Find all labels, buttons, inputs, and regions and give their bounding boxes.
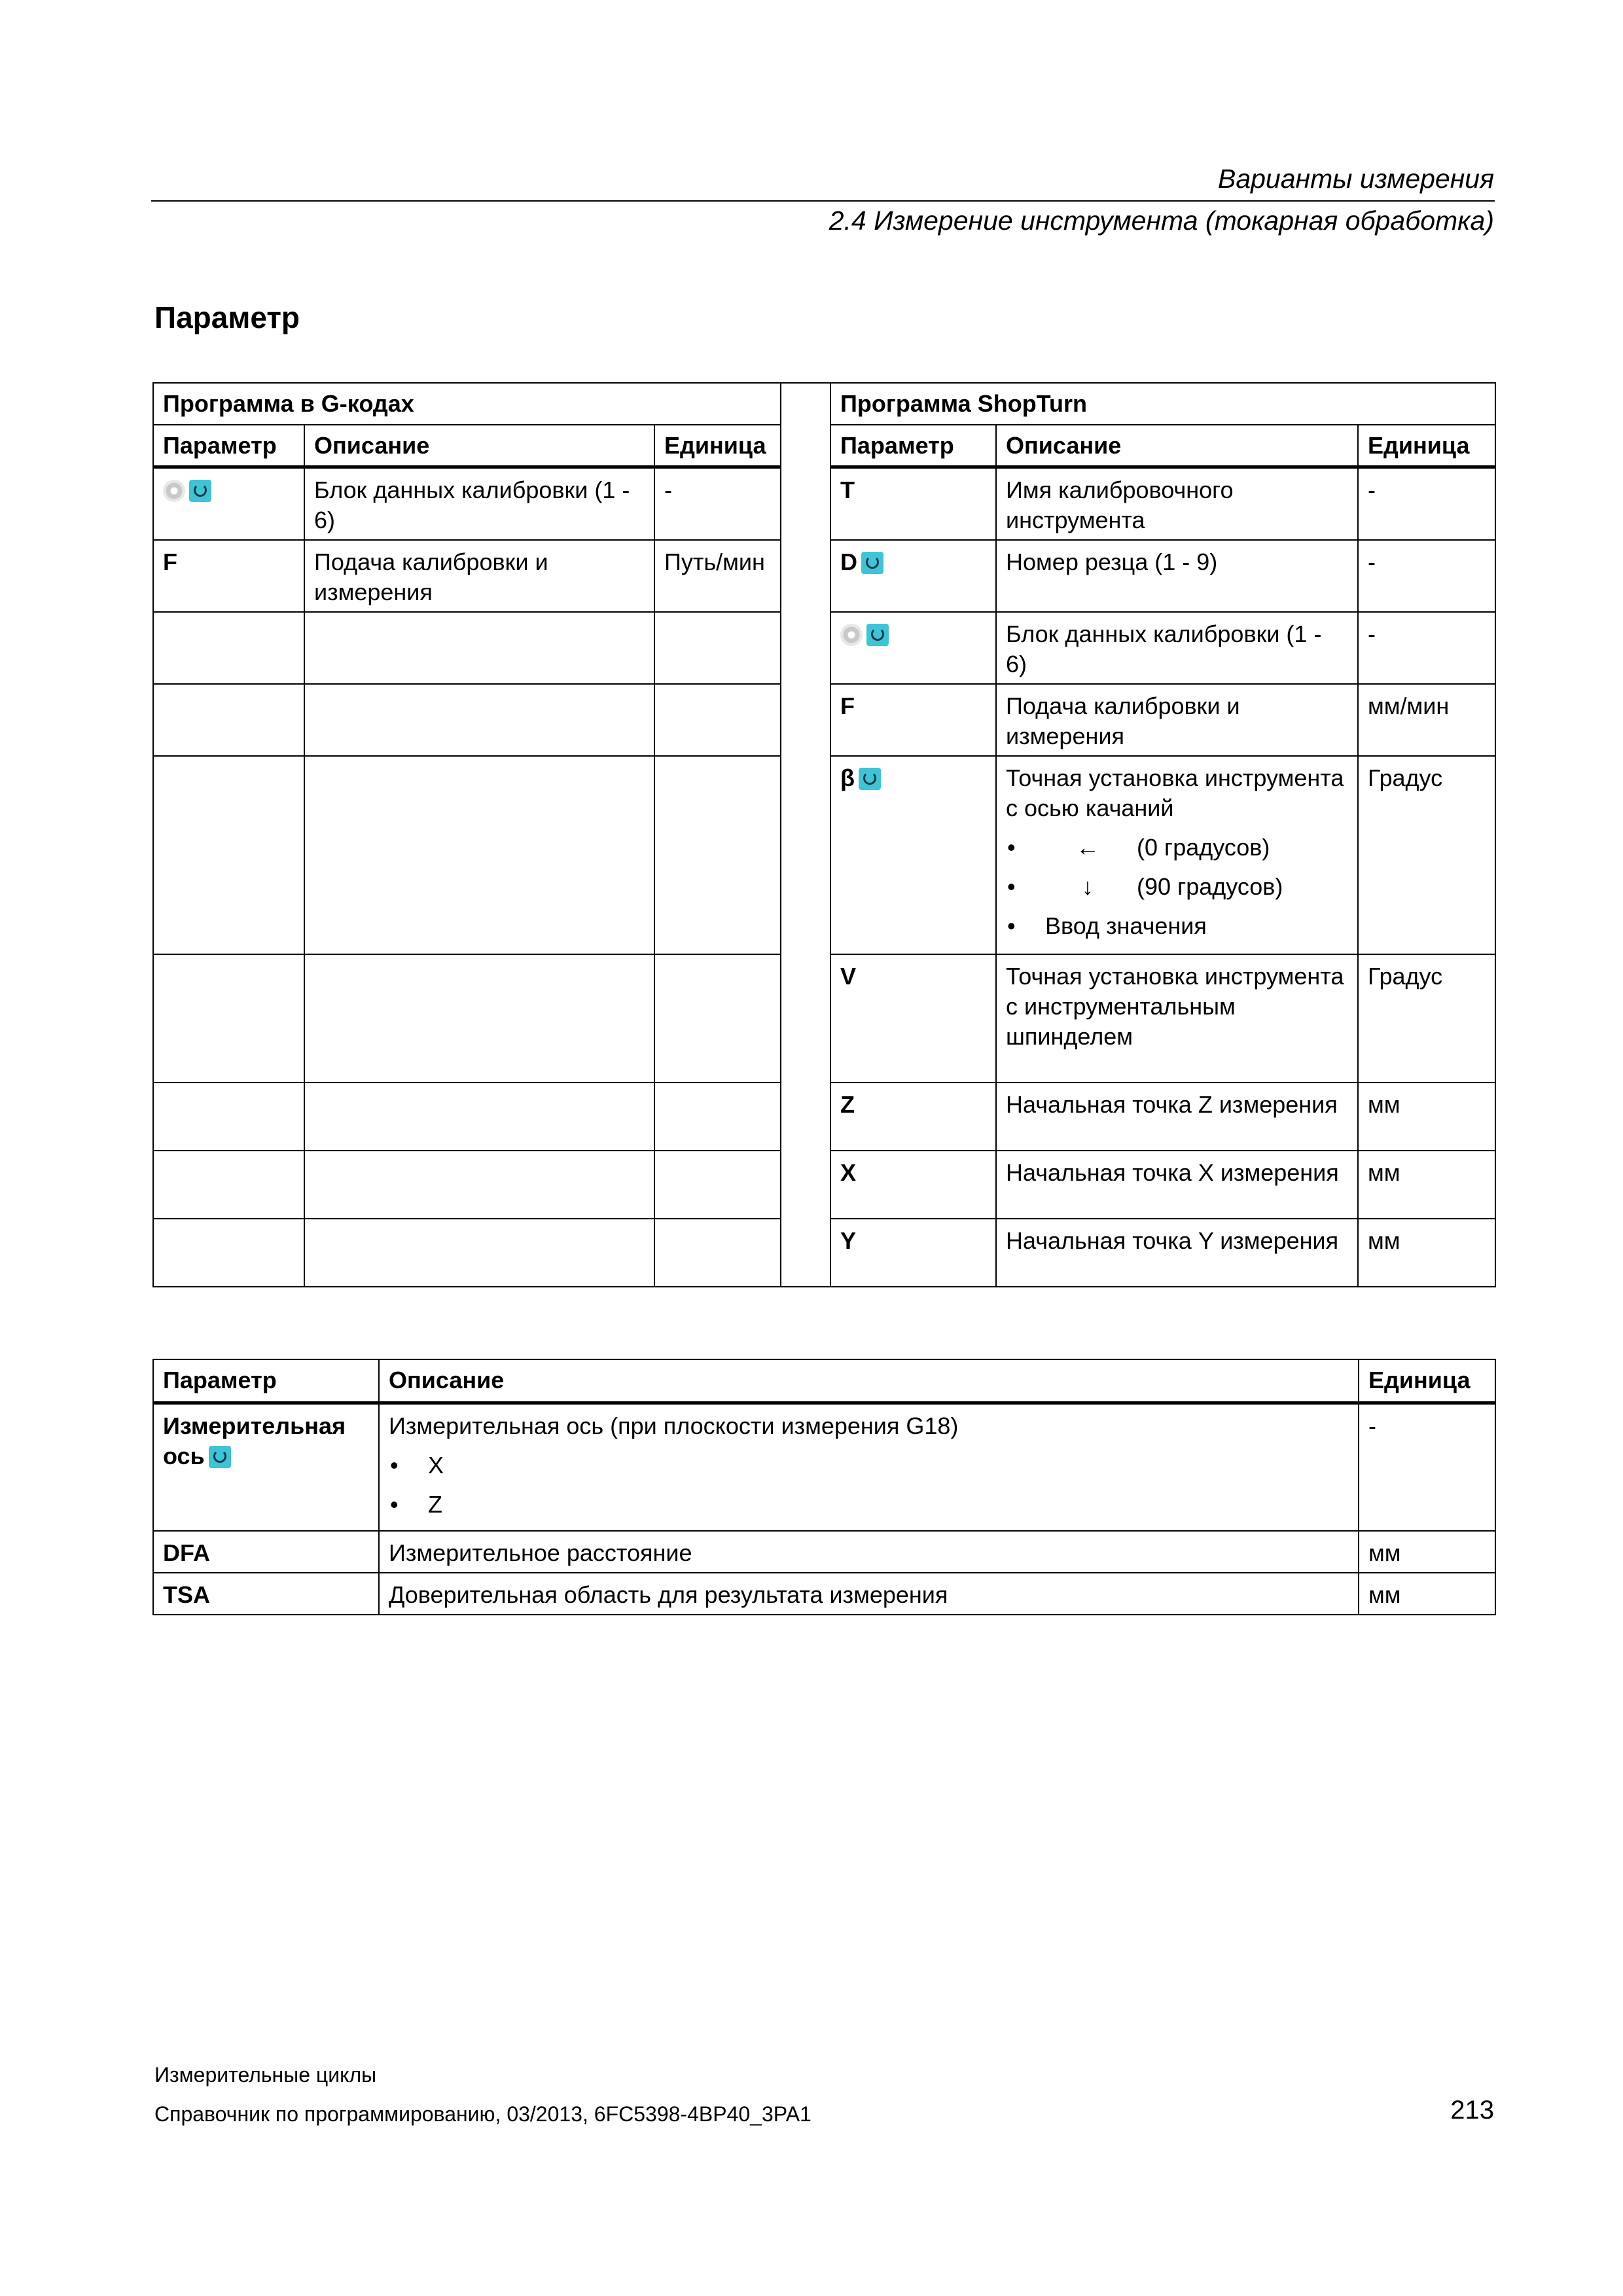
desc-cell: Начальная точка X измерения: [996, 1151, 1358, 1219]
empty-cell: [153, 684, 304, 756]
header-rule: [151, 200, 1495, 202]
desc-cell: [379, 1403, 1359, 1531]
col-unit: Единица: [1359, 1359, 1495, 1403]
empty-cell: [654, 1083, 781, 1151]
empty-cell: [153, 612, 304, 684]
param-cell: F: [830, 684, 996, 756]
empty-cell: [654, 612, 781, 684]
unit-cell: мм: [1359, 1531, 1495, 1573]
empty-cell: [153, 1083, 304, 1151]
unit-cell: мм: [1358, 1151, 1495, 1219]
toggle-icon: [209, 1446, 231, 1468]
empty-cell: [654, 1151, 781, 1219]
column-header-row: [153, 1359, 1495, 1403]
desc-cell: Доверительная область для результата измерения: [379, 1573, 1359, 1615]
gcode-program-header: Программа в G-кодах: [153, 383, 781, 425]
desc-cell: Начальная точка Z измерения: [996, 1083, 1358, 1151]
desc-cell: Подача калибровки и измерения: [304, 540, 654, 612]
parameter-table-axis: [152, 1359, 1496, 1615]
option-text: (0 градусов): [1137, 833, 1270, 861]
footer-manual-info: Справочник по программированию, 03/2013, 6FC5398-4BP40_3PA1: [154, 2102, 812, 2126]
list-item: [1006, 872, 1348, 902]
unit-cell: -: [1358, 540, 1495, 612]
unit-cell: -: [1359, 1403, 1495, 1531]
toggle-icon: [861, 552, 883, 574]
running-header-section: 2.4 Измерение инструмента (токарная обработка): [829, 206, 1494, 236]
param-label: Измерительная ось: [163, 1412, 346, 1469]
col-param: Параметр: [153, 1359, 379, 1403]
param-cell: [153, 1403, 379, 1531]
group-header-row: [153, 383, 1495, 425]
empty-cell: [304, 684, 654, 756]
param-cell: Y: [830, 1219, 996, 1287]
empty-cell: [304, 1083, 654, 1151]
toggle-icon: [859, 768, 881, 790]
section-title: Параметр: [154, 300, 300, 334]
desc-cell: Имя калибровочного инструмента: [996, 467, 1358, 540]
toggle-icon: [189, 480, 211, 502]
empty-cell: [304, 1219, 654, 1287]
empty-cell: [654, 954, 781, 1083]
unit-cell: мм: [1358, 1219, 1495, 1287]
page-number: 213: [1450, 2096, 1494, 2125]
param-cell: [830, 756, 996, 954]
shopturn-program-header: Программа ShopTurn: [830, 383, 1495, 425]
arrow-left-icon: ←: [1076, 833, 1100, 861]
empty-cell: [654, 756, 781, 954]
list-item: [1006, 833, 1348, 863]
option-list: [1006, 833, 1348, 941]
option-text: (90 градусов): [1137, 872, 1283, 900]
empty-cell: [153, 756, 304, 954]
empty-cell: [304, 954, 654, 1083]
desc-cell: Начальная точка Y измерения: [996, 1219, 1358, 1287]
unit-cell: -: [1358, 612, 1495, 684]
param-cell: DFA: [153, 1531, 379, 1573]
empty-cell: [304, 756, 654, 954]
unit-cell: -: [1358, 467, 1495, 540]
param-cell: V: [830, 954, 996, 1083]
param-cell: Z: [830, 1083, 996, 1151]
param-cell: [830, 612, 996, 684]
list-item: • X: [389, 1450, 1349, 1480]
unit-cell: -: [654, 467, 781, 540]
desc-cell: Блок данных калибровки (1 - 6): [304, 467, 654, 540]
param-label: β: [840, 764, 855, 791]
unit-cell: Градус: [1358, 954, 1495, 1083]
running-header-chapter: Варианты измерения: [1217, 164, 1494, 194]
desc-cell: Измерительное расстояние: [379, 1531, 1359, 1573]
empty-cell: [654, 684, 781, 756]
param-label: D: [840, 548, 858, 575]
desc-cell: [996, 756, 1358, 954]
calibration-block-icon: [840, 624, 863, 646]
unit-cell: мм: [1358, 1083, 1495, 1151]
col-unit-left: Единица: [654, 425, 781, 467]
list-item: • Z: [389, 1490, 1349, 1520]
col-desc-right: Описание: [996, 425, 1358, 467]
arrow-down-icon: ↓: [1082, 872, 1094, 900]
table-row: [153, 1403, 1495, 1531]
empty-cell: [654, 1219, 781, 1287]
param-cell: [830, 540, 996, 612]
option-text: Ввод значения: [1045, 912, 1207, 939]
empty-cell: [153, 954, 304, 1083]
desc-cell: Блок данных калибровки (1 - 6): [996, 612, 1358, 684]
unit-cell: Градус: [1358, 756, 1495, 954]
param-cell: F: [153, 540, 304, 612]
list-item: [1006, 911, 1348, 941]
parameter-table-main: [152, 382, 1496, 1287]
empty-cell: [304, 612, 654, 684]
col-desc: Описание: [379, 1359, 1359, 1403]
desc-cell: Точная установка инструмента с инструментальным шпинделем: [996, 954, 1358, 1083]
empty-cell: [304, 1151, 654, 1219]
option-list: [389, 1450, 1349, 1520]
empty-cell: [153, 1151, 304, 1219]
desc-cell: Номер резца (1 - 9): [996, 540, 1358, 612]
desc-text: Измерительная ось (при плоскости измерения G18): [389, 1412, 959, 1439]
table-spacer: [781, 383, 830, 1287]
param-cell: T: [830, 467, 996, 540]
col-param-left: Параметр: [153, 425, 304, 467]
empty-cell: [153, 1219, 304, 1287]
unit-cell: мм: [1359, 1573, 1495, 1615]
col-param-right: Параметр: [830, 425, 996, 467]
col-desc-left: Описание: [304, 425, 654, 467]
footer-book-title: Измерительные циклы: [154, 2063, 377, 2087]
param-cell: [153, 467, 304, 540]
desc-text: Точная установка инструмента с осью качаний: [1006, 764, 1344, 821]
unit-cell: мм/мин: [1358, 684, 1495, 756]
unit-cell: Путь/мин: [654, 540, 781, 612]
param-cell: X: [830, 1151, 996, 1219]
toggle-icon: [866, 624, 889, 646]
table-row: [153, 1573, 1495, 1615]
param-cell: TSA: [153, 1573, 379, 1615]
table-row: [153, 1531, 1495, 1573]
desc-cell: Подача калибровки и измерения: [996, 684, 1358, 756]
col-unit-right: Единица: [1358, 425, 1495, 467]
calibration-block-icon: [163, 480, 185, 502]
